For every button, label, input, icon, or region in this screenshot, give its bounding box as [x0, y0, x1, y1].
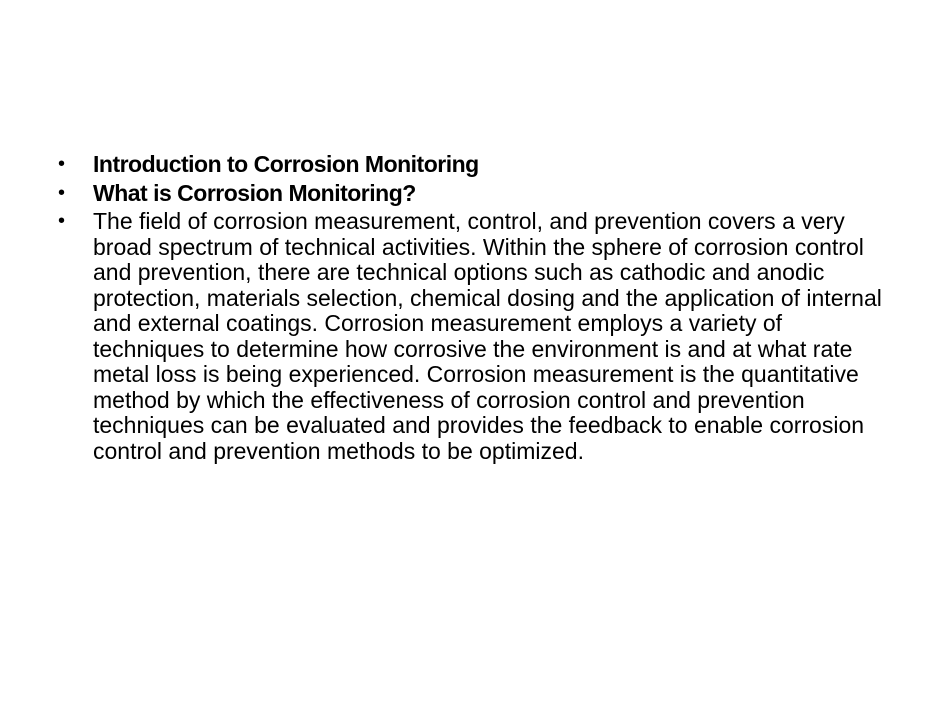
- bullet-list: [58, 152, 888, 466]
- bullet-heading-introduction: Introduction to Corrosion Monitoring: [93, 151, 479, 177]
- bullet-item-body: [58, 209, 888, 464]
- bullet-heading-what-is: What is Corrosion Monitoring?: [93, 179, 416, 206]
- bullet-item-introduction: [58, 152, 888, 178]
- bullet-marker-icon: •: [58, 181, 65, 204]
- bullet-marker-icon: •: [58, 210, 66, 232]
- bullet-body-paragraph: The field of corrosion measurement, control, and prevention covers a very broad spectrum of technical activities. Within the sphere of corrosion control and prevention, there are technical options such as cathodic and anodic protection, materials selection, chemical dosing and the application of internal and external coatings. Corrosion measurement employs a variety of techniques to determine how corrosive the environment is and at what rate metal loss is being experienced. Corrosion measurement is the quantitative method by which the effectiveness of corrosion control and prevention techniques can be evaluated and provides the feedback to enable corrosion control and prevention methods to be optimized.: [93, 208, 882, 464]
- bullet-item-what-is: [58, 181, 888, 207]
- bullet-marker-icon: •: [58, 153, 65, 175]
